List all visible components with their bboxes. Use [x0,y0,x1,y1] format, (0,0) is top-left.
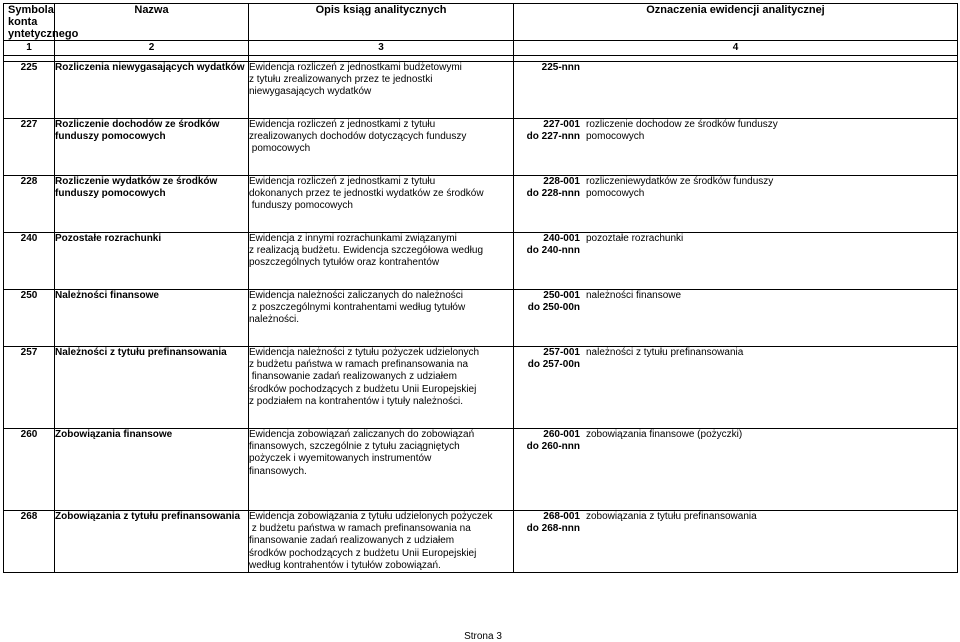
analytic-code: do 250-00n [527,302,580,314]
account-symbol: 228 [4,176,55,233]
analytic-label: rozliczenie dochodow ze środków funduszy [586,119,778,130]
description-line: należności. [249,314,300,326]
analytic-code: 228-001 [543,176,580,187]
account-name-line: Zobowiązania z tytułu prefinansowania [55,511,241,522]
account-row [4,347,958,429]
description-line: dokonanych przez te jednostki wydatków ze środków [249,188,484,200]
marking-line [514,441,957,453]
analytic-code: do 268-nnn [526,523,580,535]
account-description [249,511,514,573]
column-number: 4 [514,41,958,56]
description-line: Ewidencja rozliczeń z jednostkami z tytułu [249,176,436,187]
marking-line [514,523,957,535]
description-line: Ewidencja z innymi rozrachunkami związanymi [249,233,457,244]
description-line: finansowanie zadań realizowanych z udziałem [249,371,457,383]
account-name-line: Pozostałe rozrachunki [55,233,162,244]
marking-line [514,359,957,371]
account-row [4,233,958,290]
description-line: pomocowych [249,143,311,155]
column-number: 2 [55,41,249,56]
account-name [55,347,249,429]
marking-line [514,245,957,257]
analytic-code: 257-001 [543,347,580,358]
analytic-code: 260-001 [543,429,580,440]
account-description [249,429,514,511]
marking-line [514,119,957,131]
header-symbol: Symbola konta yntetycznego [4,4,55,41]
analytic-code: 250-001 [543,290,580,301]
account-row [4,119,958,176]
analytic-label: pozoztałe rozrachunki [586,233,684,244]
analytic-label [580,302,586,314]
analytic-code: do 228-nnn [526,188,580,200]
analytic-markings [514,429,958,511]
account-name [55,62,249,119]
marking-line [514,131,957,143]
description-line: funduszy pomocowych [249,200,353,212]
analytic-markings [514,119,958,176]
analytic-code: 240-001 [543,233,580,244]
description-line: Ewidencja należności z tytułu pożyczek udzielonych [249,347,480,358]
analytic-label [580,523,586,535]
description-line: z budżetu państwa w ramach prefinansowania na [249,523,471,535]
analytic-label: zobowiązania finansowe (pożyczki) [586,429,743,440]
account-name-line: funduszy pomocowych [55,188,166,200]
marking-line [514,302,957,314]
description-line: finansowych, szczególnie z tytułu zaciągniętych [249,441,460,453]
analytic-label: pomocowych [586,131,645,143]
analytic-label: rozliczeniewydatków ze środków funduszy [586,176,774,187]
description-line: finansowych. [249,465,307,477]
header-row [4,4,958,41]
account-row [4,290,958,347]
analytic-label: zobowiązania z tytułu prefinansowania [586,511,757,522]
account-symbol: 260 [4,429,55,511]
description-line: Ewidencja rozliczeń z jednostkami z tytułu [249,119,436,130]
analytic-code: do 257-00n [527,359,580,371]
marking-line [514,188,957,200]
account-name-line: Rozliczenie dochodów ze środków [55,119,220,130]
description-line: z tytułu zrealizowanych przez te jednostki [249,74,433,86]
account-name [55,119,249,176]
account-symbol: 250 [4,290,55,347]
account-description [249,176,514,233]
marking-line [514,347,957,359]
analytic-code: 268-001 [543,511,580,522]
account-symbol: 268 [4,511,55,573]
marking-line [514,429,957,441]
account-description [249,119,514,176]
analytic-markings [514,347,958,429]
account-name [55,290,249,347]
description-line: z realizacją budżetu. Ewidencja szczegółowa według [249,245,484,257]
description-line: z poszczególnymi kontrahentami według tytułów [249,302,466,314]
description-line: Ewidencja rozliczeń z jednostkami budżetowymi [249,62,462,73]
description-line: poszczególnych tytułów oraz kontrahentów [249,257,440,269]
header-markings: Oznaczenia ewidencji analitycznej [514,4,958,41]
account-symbol: 225 [4,62,55,119]
header-description: Opis ksiąg analitycznych [249,4,514,41]
account-name [55,429,249,511]
marking-line [514,511,957,523]
analytic-markings [514,176,958,233]
analytic-code: 225-nnn [541,62,580,73]
marking-line [514,233,957,245]
account-symbol: 227 [4,119,55,176]
account-name-line: Zobowiązania finansowe [55,429,173,440]
account-name [55,233,249,290]
marking-line [514,62,957,74]
analytic-label: pomocowych [586,188,645,200]
column-number: 1 [4,41,55,56]
account-table [3,3,958,573]
analytic-label [580,441,586,453]
account-row [4,511,958,573]
analytic-label [580,245,586,257]
description-line: Ewidencja należności zaliczanych do należności [249,290,464,301]
description-line: Ewidencja zobowiązania z tytułu udzielonych pożyczek [249,511,493,522]
account-description [249,347,514,429]
marking-line [514,176,957,188]
account-row [4,429,958,511]
account-name-line: Rozliczenia niewygasających wydatków [55,62,245,73]
analytic-markings [514,290,958,347]
description-line: środków pochodzących z budżetu Unii Europejskiej [249,383,477,395]
description-line: według kontrahentów i tytułów zobowiązań. [249,559,441,571]
column-number: 3 [249,41,514,56]
marking-line [514,290,957,302]
account-name-line: Należności z tytułu prefinansowania [55,347,227,358]
account-name-line: funduszy pomocowych [55,131,166,143]
analytic-label: należności finansowe [586,290,682,301]
description-line: zrealizowanych dochodów dotyczących funduszy [249,131,467,143]
account-description [249,290,514,347]
description-line: Ewidencja zobowiązań zaliczanych do zobowiązań [249,429,475,440]
analytic-code: 227-001 [543,119,580,130]
analytic-markings [514,62,958,119]
column-number-row [4,41,958,56]
analytic-code: do 260-nnn [526,441,580,453]
analytic-code: do 240-nnn [526,245,580,257]
analytic-markings [514,511,958,573]
account-name [55,511,249,573]
analytic-label [580,359,586,371]
account-description [249,62,514,119]
account-symbol: 240 [4,233,55,290]
account-row [4,176,958,233]
analytic-code: do 227-nnn [526,131,580,143]
account-symbol: 257 [4,347,55,429]
analytic-label: należności z tytułu prefinansowania [586,347,744,358]
document-page [3,3,957,642]
description-line: finansowanie zadań realizowanych z udziałem [249,535,455,547]
description-line: środków pochodzących z budżetu Unii Europejskiej [249,547,477,559]
analytic-label [580,62,586,74]
description-line: z podziałem na kontrahentów i tytuły należności. [249,395,464,407]
account-name-line: Rozliczenie wydatków ze środków [55,176,218,187]
description-line: pożyczek i wyemitowanych instrumentów [249,453,432,465]
account-description [249,233,514,290]
header-name: Nazwa [55,4,249,41]
account-row [4,62,958,119]
description-line: niewygasających wydatków [249,86,372,98]
description-line: z budżetu państwa w ramach prefinansowania na [249,359,469,371]
account-name [55,176,249,233]
analytic-markings [514,233,958,290]
account-name-line: Należności finansowe [55,290,159,301]
page-number: Strona 3 [464,631,502,642]
